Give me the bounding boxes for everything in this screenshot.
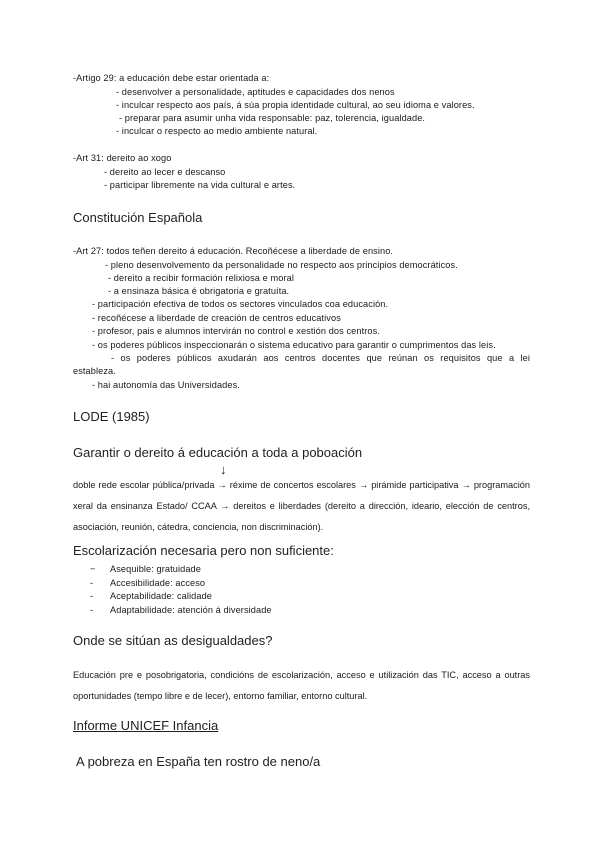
list-item-bullet: -	[90, 591, 94, 601]
lode-subheading: Garantir o dereito á educación a toda a poboación	[73, 445, 363, 460]
art27-item-5-line1: - os poderes públicos axudarán aos centros docentes que reúnan os requisitos que a lei	[111, 353, 530, 363]
list-item: Aceptabilidade: calidade	[110, 591, 213, 601]
art31-item-1: - dereito ao lecer e descanso	[104, 167, 226, 177]
art27-item-3: - profesor, pais e alumnos intervirán no control e xestión dos centros.	[92, 326, 380, 336]
art27-intro: -Art 27: todos teñen dereito á educación. Recoñécese a liberdade de ensino.	[73, 246, 394, 256]
list-item-bullet: −	[90, 564, 96, 574]
desigualdades-paragraph: Educación pre e posobrigatoria, condicións de escolarización, acceso e utilización das TIC, acceso a outras oportunidades (tempo libre e de lecer), entorno familiar, entorno cultural.	[73, 670, 530, 701]
unicef-subheading: A pobreza en España ten rostro de neno/a	[76, 754, 321, 769]
art27-item-1: - participación efectiva de todos os sectores vinculados coa educación.	[92, 299, 389, 309]
desigualdades-heading: Onde se sitúan as desigualdades?	[73, 633, 273, 648]
list-item-bullet: -	[90, 578, 94, 588]
art29-intro: -Artigo 29: a educación debe estar orientada a:	[73, 73, 270, 83]
down-arrow-icon: ↓	[220, 462, 227, 477]
art27-item-2: - recoñécese a liberdade de creación de centros educativos	[92, 313, 341, 323]
art29-item-4: - inculcar o respecto ao medio ambiente natural.	[116, 126, 318, 136]
art31-intro: -Art 31: dereito ao xogo	[73, 153, 172, 163]
constitucion-heading: Constitución Española	[73, 210, 203, 225]
list-item: Accesibilidade: acceso	[110, 578, 206, 588]
art29-item-1: - desenvolver a personalidade, aptitudes e capacidades dos nenos	[116, 87, 395, 97]
art29-item-3: - preparar para asumir unha vida responsable: paz, tolerencia, igualdade.	[119, 113, 426, 123]
art27-item-6: - hai autonomía das Universidades.	[92, 380, 240, 390]
escolarizacion-heading: Escolarización necesaria pero non suficiente:	[73, 543, 334, 558]
art27-subitem-2: - dereito a recibir formación relixiosa e moral	[108, 273, 294, 283]
art27-subitem-3: - a ensinaza básica é obrigatoria e gratuíta.	[108, 286, 290, 296]
art29-item-2: - inculcar respecto aos país, á súa propia identidade cultural, ao seu idioma e valores.	[116, 100, 475, 110]
list-item: Adaptabilidade: atención á diversidade	[110, 605, 272, 615]
unicef-heading: Informe UNICEF Infancia	[73, 718, 219, 733]
lode-paragraph: doble rede escolar pública/privada → réxime de concertos escolares → pirámide participativa → programación xeral da ensinanza Estado/ CCAA → dereitos e liberdades (dereito a dirección, ideario, elección de centros, asociación, reunión, cátedra, conciencia, non discriminación).	[73, 480, 530, 532]
list-item-bullet: -	[90, 605, 94, 615]
art27-item-5-line2: estableza.	[73, 366, 116, 376]
art31-item-2: - participar libremente na vida cultural e artes.	[104, 180, 296, 190]
art27-item-4: - os poderes públicos inspeccionarán o sistema educativo para garantir o cumprimentos das leis.	[92, 340, 496, 350]
art27-subitem-1: - pleno desenvolvemento da personalidade no respecto aos principios democráticos.	[105, 260, 458, 270]
list-item: Asequible: gratuidade	[110, 564, 201, 574]
lode-heading: LODE (1985)	[73, 409, 150, 424]
